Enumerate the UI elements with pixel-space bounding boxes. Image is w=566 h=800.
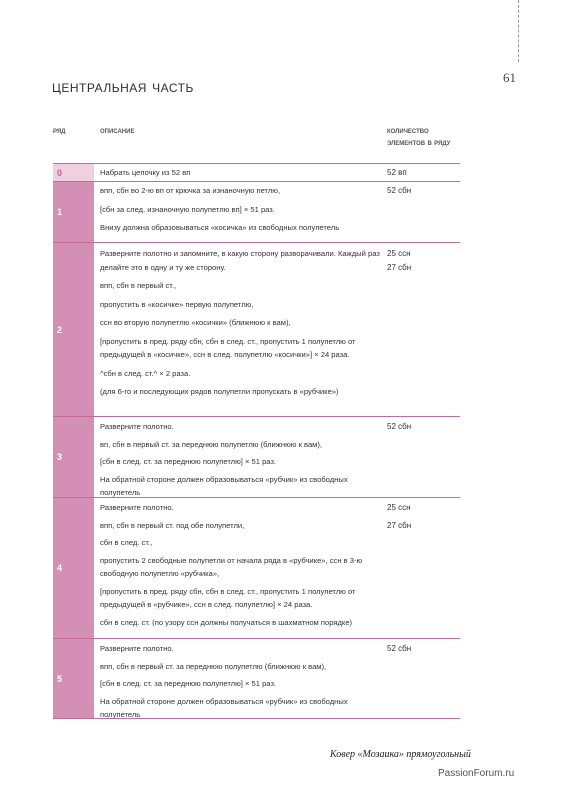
description-line: впп, сбн в первый ст. за переднюю полупетлю (ближнюю к вам), bbox=[100, 661, 327, 671]
count-line: 25 ссн bbox=[387, 503, 411, 512]
description-line: Разверните полотно и запомните, в какую сторону разворачивали. Каждый раз делайте это в одну и ту же сторону. bbox=[100, 249, 380, 272]
description-line: (для 6-го и последующих рядов полупетли пропускать в «рубчике») bbox=[100, 387, 339, 396]
description-line: сбн в след. ст. (по узору ссн должны получаться в шахматном порядке) bbox=[100, 617, 353, 627]
description-line: Разверните полотно. bbox=[100, 503, 174, 512]
row-count bbox=[387, 166, 457, 180]
description-line: Разверните полотно. bbox=[100, 422, 174, 431]
row-number: 0 bbox=[53, 164, 94, 181]
row-count bbox=[387, 501, 457, 532]
description-line: [пропустить в пред. ряду сбн, сбн в след. ст., пропустить 1 полупетлю от предыдущей в «косичке», ссн в след. полупетлю «косички»] × 24 раза. bbox=[100, 336, 356, 359]
table-row bbox=[53, 639, 460, 718]
row-description bbox=[100, 247, 385, 399]
count-line: 52 сбн bbox=[387, 186, 412, 195]
description-line: Внизу должна образовываться «косичка» из свободных полупетель bbox=[100, 223, 340, 232]
row-number: 5 bbox=[53, 639, 94, 718]
description-line: На обратной стороне должен образовываться «рубчик» из свободных полупетель bbox=[100, 474, 348, 497]
row-count bbox=[387, 184, 457, 198]
table-row bbox=[53, 243, 460, 416]
row-description bbox=[100, 501, 385, 629]
table-bottom-rule bbox=[53, 718, 460, 719]
row-count bbox=[387, 247, 457, 274]
description-line: ^сбн в след. ст.^ × 2 раза. bbox=[100, 368, 191, 378]
row-description bbox=[100, 420, 385, 500]
row-number: 4 bbox=[53, 498, 94, 638]
table-row bbox=[53, 498, 460, 638]
description-line: [сбн за след. изнаночную полупетлю вп] × 51 раз. bbox=[100, 204, 275, 214]
description-line: вп, сбн в первый ст. за переднюю полупетлю (ближнюю к вам), bbox=[100, 439, 323, 449]
top-dashed-rule bbox=[518, 0, 519, 62]
description-line: Набрать цепочку из 52 вп bbox=[100, 168, 191, 177]
page-number: 61 bbox=[503, 70, 516, 85]
description-line: ссн во вторую полупетлю «косички» (ближнюю к вам), bbox=[100, 318, 291, 327]
watermark: PassionForum.ru bbox=[438, 768, 515, 779]
row-number: 2 bbox=[53, 243, 94, 416]
table-row bbox=[53, 417, 460, 497]
row-number: 1 bbox=[53, 182, 94, 242]
count-line: 27 сбн bbox=[387, 520, 412, 530]
description-line: На обратной стороне должен образовываться «рубчик» из свободных полупетель bbox=[100, 696, 348, 719]
description-line: впп, сбн во 2-ю вп от крючка за изнаночную петлю, bbox=[100, 186, 281, 195]
description-line: пропустить 2 свободные полупетли от начала ряда в «рубчике», ссн в 3-ю свободную полупетлю «рубчика», bbox=[100, 555, 363, 578]
row-number: 3 bbox=[53, 417, 94, 497]
footer-book-title: Ковер «Мозаика» прямоугольный bbox=[330, 749, 471, 760]
page-title: центральная часть bbox=[52, 77, 194, 96]
count-line: 27 сбн bbox=[387, 262, 412, 272]
count-line: 52 вп bbox=[387, 168, 407, 177]
count-line: 52 сбн bbox=[387, 644, 412, 653]
description-line: пропустить в «косичке» первую полупетлю, bbox=[100, 299, 254, 309]
row-count bbox=[387, 420, 457, 434]
header-description: описание bbox=[100, 125, 135, 135]
row-description bbox=[100, 642, 385, 722]
description-line: сбн в след. ст., bbox=[100, 538, 153, 547]
table-row bbox=[53, 182, 460, 242]
description-line: [сбн в след. ст. за переднюю полупетлю] × 51 раз. bbox=[100, 679, 277, 688]
count-line: 52 сбн bbox=[387, 422, 412, 431]
description-line: впп, сбн в первый ст. под обе полупетли, bbox=[100, 520, 245, 530]
description-line: впп, сбн в первый ст., bbox=[100, 281, 177, 290]
description-line: [сбн в след. ст. за переднюю полупетлю] × 51 раз. bbox=[100, 457, 277, 466]
header-row: ряд bbox=[53, 125, 66, 135]
description-line: Разверните полотно. bbox=[100, 644, 174, 653]
description-line: [пропустить в пред. ряду сбн, сбн в след. ст., пропустить 1 полупетлю от предыдущей в «рубчике», ссн в след. полупетлю] × 24 раза. bbox=[100, 586, 356, 609]
row-description bbox=[100, 166, 385, 180]
count-line: 25 ссн bbox=[387, 249, 411, 258]
row-count bbox=[387, 642, 457, 656]
table-row bbox=[53, 164, 460, 181]
header-count: количество элементов в ряду bbox=[387, 125, 451, 147]
row-description bbox=[100, 184, 385, 235]
